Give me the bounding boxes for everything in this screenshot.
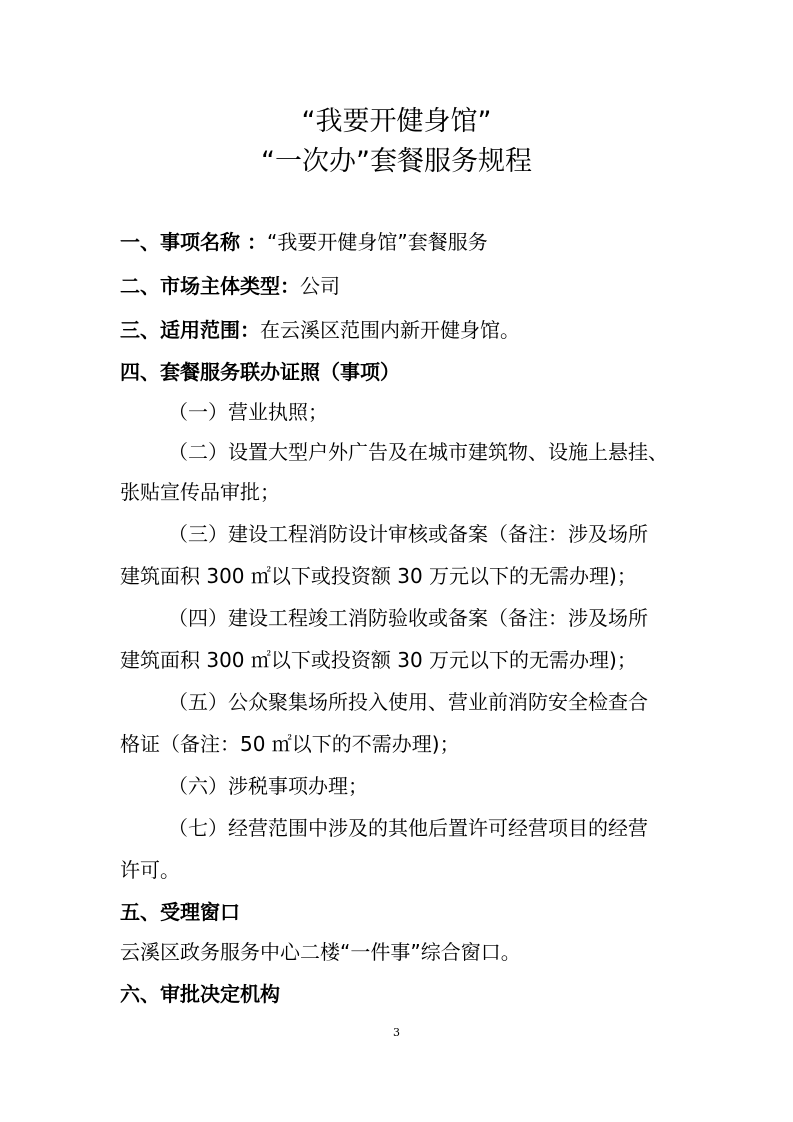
certificate-item-6: （六）涉税事项办理； — [168, 774, 368, 798]
section-item-name — [120, 228, 680, 256]
section-applicable-scope-label: 三、适用范围： — [120, 318, 260, 342]
certificate-item-4-line-2: 建筑面积 300 ㎡以下或投资额 30 万元以下的无需办理)； — [120, 648, 637, 672]
section-applicable-scope-value: 在云溪区范围内新开健身馆。 — [260, 318, 520, 342]
certificate-item-5-line-1: （五）公众聚集场所投入使用、营业前消防安全检查合 — [168, 690, 648, 714]
section-market-entity-type — [120, 272, 680, 300]
document-title-line-2: “一次办”套餐服务规程 — [261, 146, 532, 177]
section-item-name-value: “我要开健身馆”套餐服务 — [266, 230, 488, 254]
certificate-item-2-line-1: （二）设置大型户外广告及在城市建筑物、设施上悬挂、 — [168, 440, 668, 464]
section-approval-authority-heading: 六、审批决定机构 — [120, 982, 280, 1006]
section-applicable-scope — [120, 316, 680, 344]
certificate-item-3-line-1: （三）建设工程消防设计审核或备案（备注：涉及场所 — [168, 522, 648, 546]
section-combined-certificates-heading: 四、套餐服务联办证照（事项） — [120, 360, 400, 384]
certificate-item-2-line-2: 张贴宣传品审批； — [120, 480, 280, 504]
section-item-name-label: 一、事项名称 ： — [120, 230, 267, 254]
section-acceptance-window-heading: 五、受理窗口 — [120, 900, 240, 924]
document-title-line-1: “我要开健身馆” — [301, 106, 492, 137]
section-market-entity-type-value: 公司 — [300, 274, 340, 298]
page-number: 3 — [393, 1026, 400, 1039]
section-acceptance-window-value: 云溪区政务服务中心二楼“一件事”综合窗口。 — [120, 940, 521, 964]
section-market-entity-type-label: 二、市场主体类型： — [120, 274, 300, 298]
certificate-item-5-line-2: 格证（备注：50 ㎡以下的不需办理)； — [120, 732, 460, 756]
certificate-item-4-line-1: （四）建设工程竣工消防验收或备案（备注：涉及场所 — [168, 606, 648, 630]
certificate-item-7-line-1: （七）经营范围中涉及的其他后置许可经营项目的经营 — [168, 816, 648, 840]
certificate-item-7-line-2: 许可。 — [120, 858, 180, 882]
certificate-item-1: （一）营业执照； — [168, 400, 328, 424]
certificate-item-3-line-2: 建筑面积 300 ㎡以下或投资额 30 万元以下的无需办理)； — [120, 564, 637, 588]
